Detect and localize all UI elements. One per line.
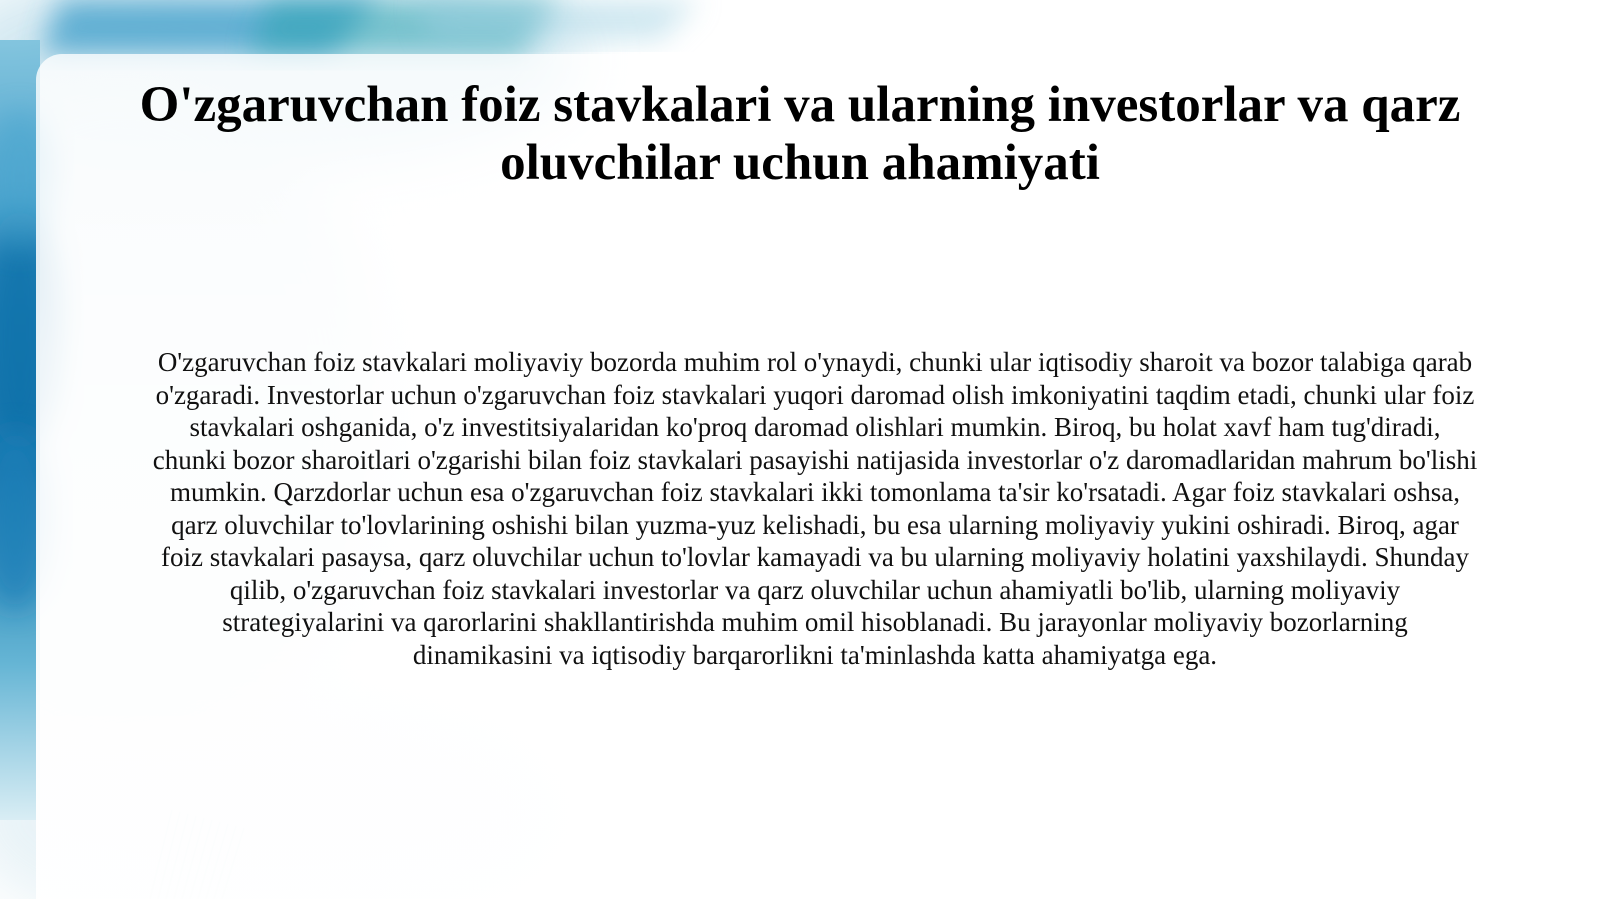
slide-body-text: O'zgaruvchan foiz stavkalari moliyaviy bozorda muhim rol o'ynaydi, chunki ular iqtisodiy sharoit va bozor talabiga qarab o'zgaradi. Investorlar uchun o'zgaruvchan foiz stavkalari yuqori daromad olish imkoniyatini taqdim etadi, chunki ular foiz stavkalari oshganida, o'z investitsiyalaridan ko'proq daromad olishlari mumkin. Biroq, bu holat xavf ham tug'diradi, chunki bozor sharoitlari o'zgarishi bilan foiz stavkalari pasayishi natijasida investorlar o'z daromadlaridan mahrum bo'lishi mumkin. Qarzdorlar uchun esa o'zgaruvchan foiz stavkalari ikki tomonlama ta'sir ko'rsatadi. Agar foiz stavkalari oshsa, qarz oluvchilar to'lovlarining oshishi bilan yuzma-yuz kelishadi, bu esa ularning moliyaviy yukini oshiradi. Biroq, agar foiz stavkalari pasaysa, qarz oluvchilar uchun to'lovlar kamayadi va bu ularning moliyaviy holatini yaxshilaydi. Shunday qilib, o'zgaruvchan foiz stavkalari investorlar va qarz oluvchilar uchun ahamiyatli bo'lib, ularning moliyaviy strategiyalarini va qarorlarini shakllantirishda muhim omil hisoblanadi. Bu jarayonlar moliyaviy bozorlarning dinamikasini va iqtisodiy barqarorlikni ta'minlashda katta ahamiyatga ega. bbox=[152, 347, 1478, 670]
slide-title: O'zgaruvchan foiz stavkalari va ularning investorlar va qarz oluvchilar uchun ahamiyati bbox=[139, 77, 1461, 191]
